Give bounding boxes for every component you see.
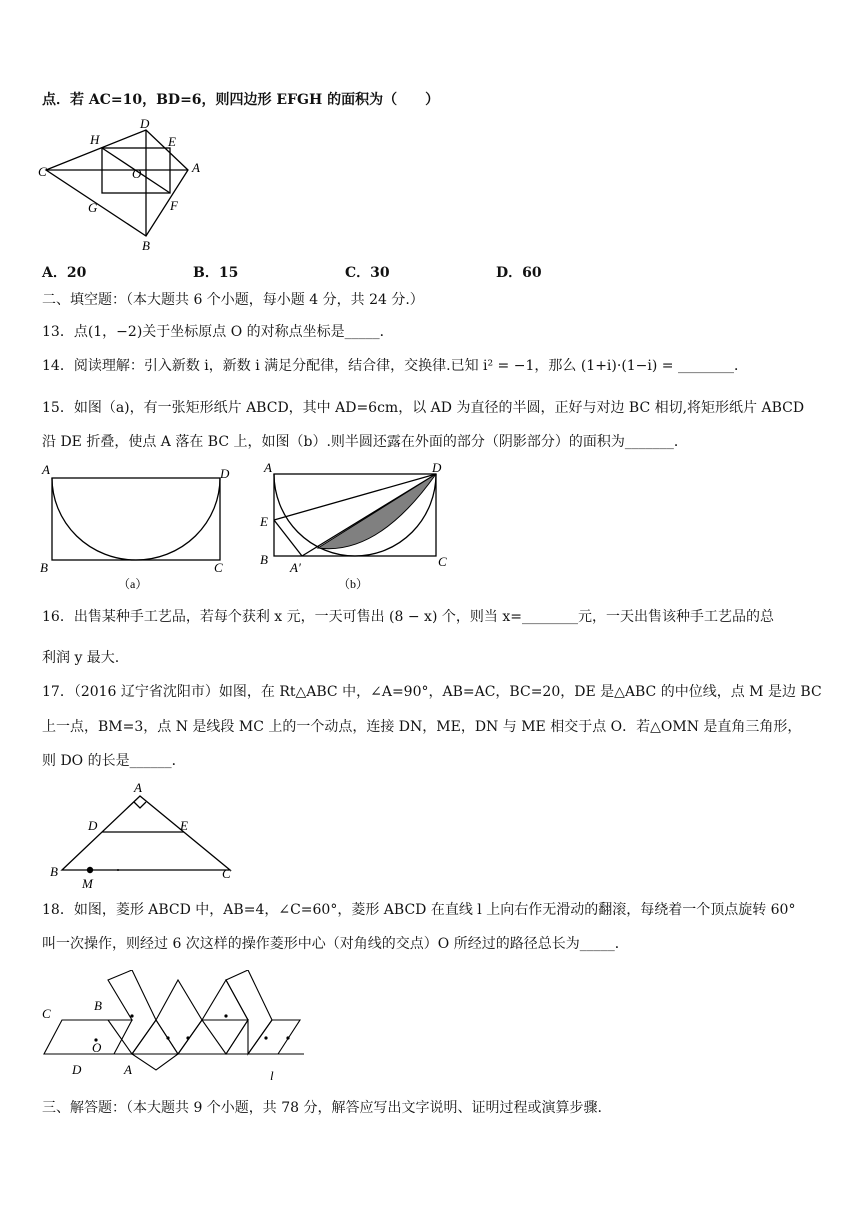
section-2-heading: 二、填空题：（本大题共 6 个小题，每小题 4 分，共 24 分.）	[42, 292, 424, 308]
q15b-label-a-prime: A′	[290, 560, 301, 575]
q15-figure-a	[38, 460, 238, 595]
quad-abcd	[46, 130, 188, 236]
q14-text: 14．阅读理解：引入新数 i，新数 i 满足分配律，结合律，交换律.已知 i² = −1，那么 (1+i)·(1−i) = ________．	[42, 358, 748, 374]
q16-line1: 16．出售某种手工艺品，若每个获利 x 元，一天可售出 (8 − x) 个，则当 x=________元，一天出售该种手工艺品的总	[42, 609, 774, 625]
q17-label-a: A	[134, 780, 142, 795]
q17-line1: 17．（2016 辽宁省沈阳市）如图，在 Rt△ABC 中，∠A=90°，AB=AC，BC=20，DE 是△ABC 的中位线，点 M 是边 BC	[42, 684, 822, 700]
q17-label-b: B	[50, 864, 58, 879]
q17-label-m: M	[82, 876, 93, 890]
q18-line2: 叫一次操作，则经过 6 次这样的操作菱形中心（对角线的交点）O 所经过的路径总长为_____．	[42, 936, 629, 952]
q12-label-d: D	[140, 118, 150, 131]
q17-line3: 则 DO 的长是______．	[42, 753, 186, 769]
right-angle-mark	[134, 802, 146, 808]
q18-label-l: l	[270, 1068, 274, 1083]
rect-abcd	[52, 478, 220, 560]
q17-label-d: D	[88, 818, 98, 833]
q12-label-g: G	[88, 200, 98, 215]
q18-figure	[38, 970, 308, 1085]
segment-ea	[274, 520, 302, 556]
q18-label-a: A	[124, 1062, 132, 1077]
q12-label-c: C	[38, 164, 47, 179]
q12-stem: 点．若 AC=10，BD=6，则四边形 EFGH 的面积为（ ）	[42, 92, 440, 108]
q15a-caption: （a）	[118, 577, 148, 591]
q16-line2: 利润 y 最大.	[42, 650, 120, 666]
q12-label-o: O	[132, 166, 142, 181]
q12-label-a: A	[192, 160, 200, 175]
q18-label-c: C	[42, 1006, 51, 1021]
option-a: A．20	[42, 265, 87, 281]
q15a-label-c: C	[214, 560, 223, 575]
q18-label-b: B	[94, 998, 102, 1013]
q12-label-h: H	[90, 132, 100, 147]
q15a-label-a: A	[42, 462, 50, 477]
q17-label-e: E	[180, 818, 188, 833]
q12-figure	[38, 118, 208, 253]
section-3-heading: 三、解答题：（本大题共 9 个小题，共 78 分，解答应写出文字说明、证明过程或演算步骤.	[42, 1100, 602, 1116]
q15b-label-c: C	[438, 554, 447, 569]
option-d: D．60	[496, 265, 542, 281]
option-b: B．15	[193, 265, 239, 281]
q15b-label-b: B	[260, 552, 268, 567]
q15a-label-d: D	[220, 466, 230, 481]
q18-line1: 18．如图，菱形 ABCD 中，AB=4，∠C=60°，菱形 ABCD 在直线 l 上向右作无滑动的翻滚，每绕着一个顶点旋转 60°	[42, 902, 796, 918]
q15b-label-a: A	[264, 460, 272, 475]
q12-label-e: E	[168, 134, 176, 149]
q17-figure	[44, 780, 244, 890]
q15a-label-b: B	[40, 560, 48, 575]
option-c: C．30	[345, 265, 390, 281]
point-m	[87, 867, 93, 873]
q18-label-d: D	[72, 1062, 82, 1077]
q15-line2: 沿 DE 折叠，使点 A 落在 BC 上，如图（b）.则半圆还露在外面的部分（阴影部分）的面积为_______．	[42, 434, 688, 450]
q17-label-c: C	[222, 866, 231, 881]
q17-line2: 上一点，BM=3，点 N 是线段 MC 上的一个动点，连接 DN，ME，DN 与 ME 相交于点 O．若△OMN 是直角三角形，	[42, 719, 802, 735]
q15b-label-e: E	[260, 514, 268, 529]
q15b-caption: （b）	[338, 577, 369, 591]
q12-label-f: F	[170, 198, 178, 213]
q15b-label-d: D	[432, 460, 442, 475]
q13-text: 13．点(1，−2)关于坐标原点 O 的对称点坐标是_____．	[42, 324, 394, 340]
q18-label-o: O	[92, 1040, 102, 1055]
triangle-abc	[62, 796, 230, 870]
shaded-region	[318, 474, 436, 549]
q12-label-b: B	[142, 238, 150, 253]
semicircle	[52, 478, 220, 560]
q15-line1: 15．如图（a)，有一张矩形纸片 ABCD，其中 AD=6cm，以 AD 为直径的半圆，正好与对边 BC 相切,将矩形纸片 ABCD	[42, 400, 805, 416]
rhombus-abcd	[44, 1020, 132, 1054]
q15-figure-b	[258, 460, 458, 595]
